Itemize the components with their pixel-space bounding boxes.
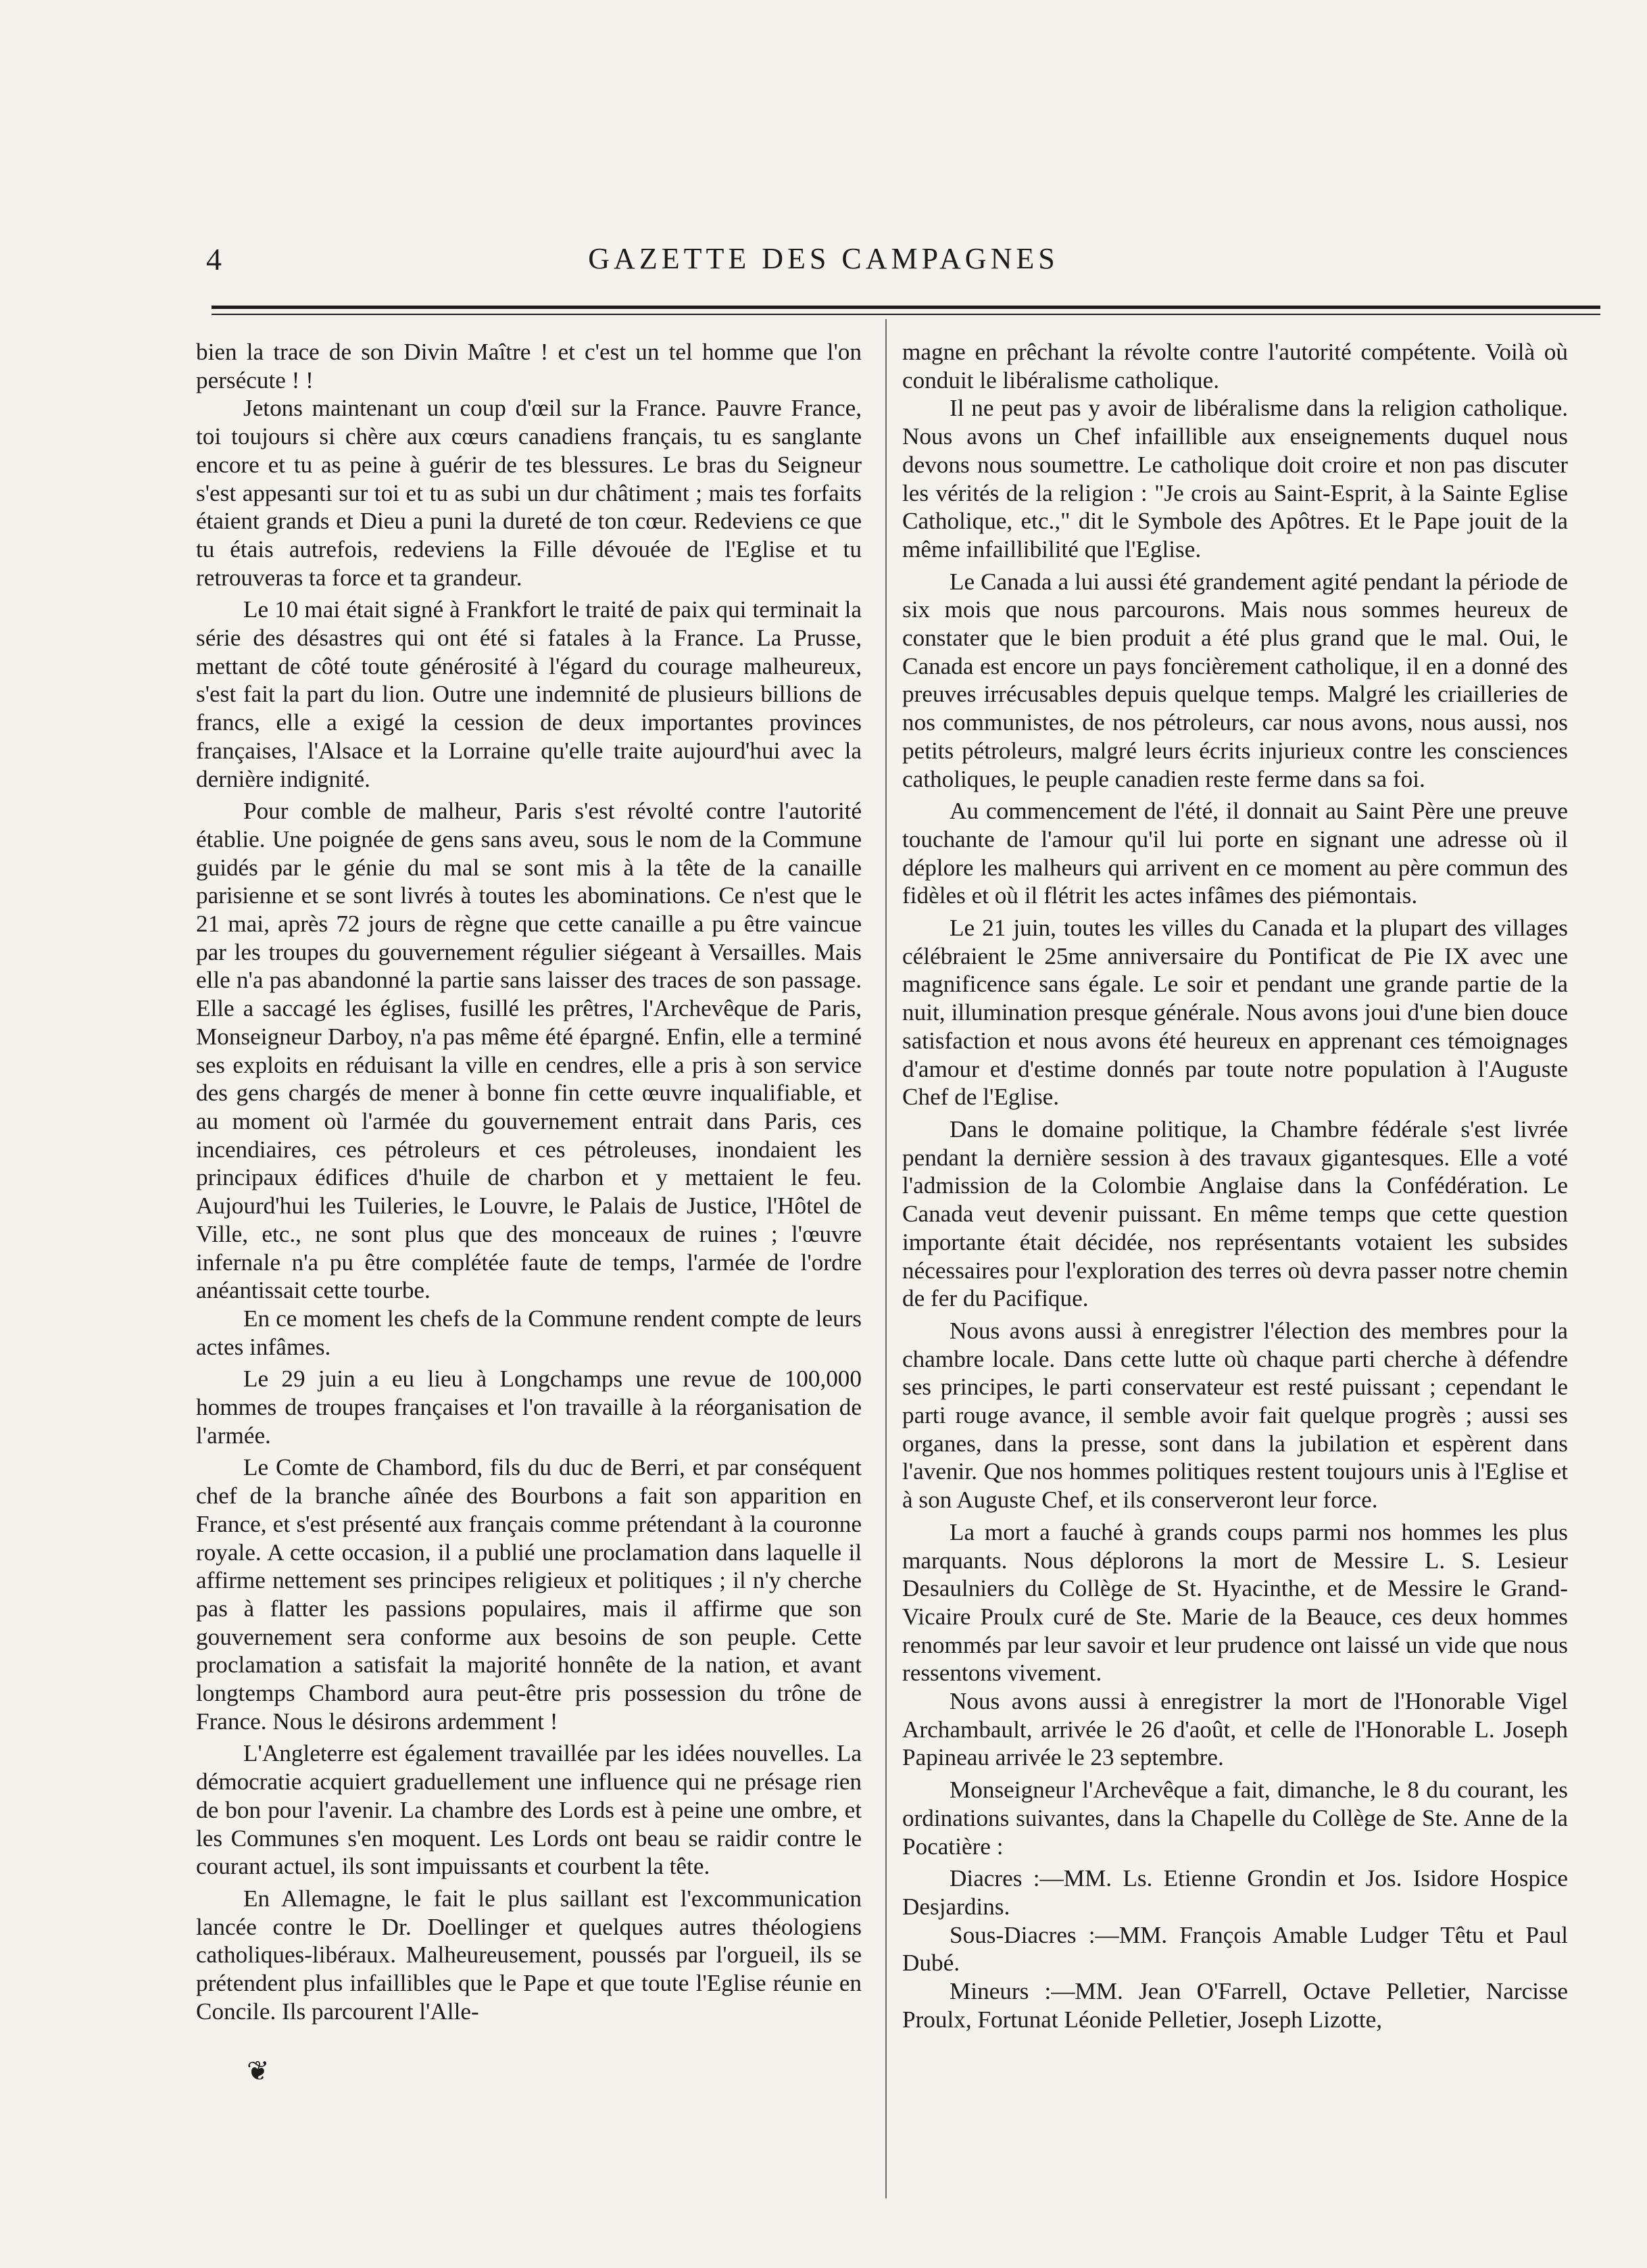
paragraph: Le 21 juin, toutes les villes du Canada et la plupart des villages célébraient le 25me anniversaire du Pontificat de Pie IX avec une magnificence sans égale. Le soir et pendant une grande partie de la nuit, illumination presque générale. Nous avons joui d'une bien douce satisfaction et nous avons été heureux en apprenant ces témoignages d'amour et d'estime donnés par toute notre population à l'Auguste Chef de l'Eglise. — [902, 915, 1568, 1111]
newspaper-title: GAZETTE DES CAMPAGNES — [588, 242, 1059, 275]
paragraph: bien la trace de son Divin Maître ! et c'est un tel homme que l'on persécute ! ! — [196, 339, 862, 393]
paragraph: Pour comble de malheur, Paris s'est révolté contre l'autorité établie. Une poignée de gens sans aveu, sous le nom de la Commune guidés par le génie du mal se sont mis à la tête de la canaille parisienne et se sont livrés à toutes les abominations. Ce n'est que le 21 mai, après 72 jours de règne que cette canaille a pu être vaincue par les troupes du gouvernement régulier siégeant à Versailles. Mais elle n'a pas abandonné la partie sans laisser des traces de son passage. Elle a saccagé les églises, fusillé les prêtres, l'Archevêque de Paris, Monseigneur Darboy, n'a pas même été épargné. Enfin, elle a terminé ses exploits en réduisant la ville en cendres, elle a pris à son service des gens chargés de mener à bonne fin cette œuvre inqualifiable, et au moment où l'armée du gouvernement entrait dans Paris, ces incendiaires, ces pétroleurs et ces pétroleuses, inondaient les principaux édifices d'huile de charbon et y mettaient le feu. Aujourd'hui les Tuileries, le Louvre, le Palais de Justice, l'Hôtel de Ville, etc., ne sont plus que des monceaux de ruines ; l'œuvre infernale n'a pu être complétée faute de temps, l'armée de l'ordre anéantissait cette tourbe. — [196, 798, 862, 1304]
ink-blot-decoration: ❦ — [247, 2056, 270, 2086]
ordination-minors: Mineurs :—MM. Jean O'Farrell, Octave Pelletier, Narcisse Proulx, Fortunat Léonide Pelletier, Joseph Lizotte, — [902, 1978, 1568, 2033]
paragraph: Le 10 mai était signé à Frankfort le traité de paix qui terminait la série des désastres qui ont été si fatales à la France. La Prusse, mettant de côté toute générosité à l'égard du courage malheureux, s'est fait la part du lion. Outre une indemnité de plusieurs billions de francs, elle a exigé la cession de deux importantes provinces françaises, l'Alsace et la Lorraine qu'elle traite aujourd'hui avec la dernière indignité. — [196, 596, 862, 792]
paragraph: Dans le domaine politique, la Chambre fédérale s'est livrée pendant la dernière session à des travaux gigantesques. Elle a voté l'admission de la Colombie Anglaise dans la Confédération. Le Canada veut devenir puissant. En même temps que cette question importante était décidée, nos représentants votaient les subsides nécessaires pour l'exploration des terres où devra passer notre chemin de fer du Pacifique. — [902, 1115, 1568, 1312]
paragraph: L'Angleterre est également travaillée par les idées nouvelles. La démocratie acquiert graduellement une influence qui ne présage rien de bon pour l'avenir. La chambre des Lords est à peine une ombre, et les Communes s'en moquent. Les Lords ont beau se raidir contre le courant actuel, ils sont impuissants et courbent la tête. — [196, 1740, 862, 1880]
paragraph: En ce moment les chefs de la Commune rendent compte de leurs actes infâmes. — [196, 1305, 862, 1360]
paragraph: La mort a fauché à grands coups parmi nos hommes les plus marquants. Nous déplorons la mort de Messire L. S. Lesieur Desaulniers du Collège de St. Hyacinthe, et de Messire le Grand-Vicaire Proulx curé de Ste. Marie de la Beauce, ces deux hommes renommés par leur savoir et leur prudence ont laissé un vide que nous ressentons vivement. — [902, 1518, 1568, 1687]
paragraph: Nous avons aussi à enregistrer la mort de l'Honorable Vigel Archambault, arrivée le 26 d'août, et celle de l'Honorable L. Joseph Papineau arrivée le 23 septembre. — [902, 1688, 1568, 1771]
paragraph: En Allemagne, le fait le plus saillant est l'excommunication lancée contre le Dr. Doellinger et quelques autres théologiens catholiques-libéraux. Malheureusement, poussés par l'orgueil, ils se prétendent plus infaillibles que le Pape et que toute l'Eglise réunie en Concile. Ils parcourent l'Alle- — [196, 1885, 862, 2025]
paragraph: Il ne peut pas y avoir de libéralisme dans la religion catholique. Nous avons un Chef infaillible aux enseignements duquel nous devons nous soumettre. Le catholique doit croire et non pas discuter les vérités de la religion : "Je crois au Saint-Esprit, à la Sainte Eglise Catholique, etc.," dit le Symbole des Apôtres. Et le Pape jouit de la même infaillibilité que l'Eglise. — [902, 395, 1568, 562]
paragraph: Monseigneur l'Archevêque a fait, dimanche, le 8 du courant, les ordinations suivantes, dans la Chapelle du Collège de Ste. Anne de la Pocatière : — [902, 1777, 1568, 1860]
paragraph: Au commencement de l'été, il donnait au Saint Père une preuve touchante de l'amour qu'il lui porte en signant une adresse où il déplore les malheurs qui arrivent en ce moment au père commun des fidèles et où il flétrit les actes infâmes des piémontais. — [902, 798, 1568, 909]
paragraph: Le Canada a lui aussi été grandement agité pendant la période de six mois que nous parcourons. Mais nous sommes heureux de constater que le bien produit a été plus grand que le mal. Oui, le Canada est encore un pays foncièrement catholique, il en a donné des preuves irrécusables depuis quelque temps. Malgré les criailleries de nos communistes, de nos pétroleurs, car nous avons, nous aussi, nos petits pétroleurs, malgré leurs écrits injurieux contre les consciences catholiques, le peuple canadien reste ferme dans sa foi. — [902, 568, 1568, 792]
header-rule-thin — [212, 314, 1600, 315]
column-divider — [885, 319, 887, 2198]
paragraph: Le Comte de Chambord, fils du duc de Berri, et par conséquent chef de la branche aînée des Bourbons a fait son apparition en France, et s'est présenté aux français comme prétendant à la couronne royale. A cette occasion, il a publié une proclamation dans laquelle il affirme nettement ses principes religieux et politiques ; il n'y cherche pas à flatter les passions populaires, mais il affirme que son gouvernement sera conforme aux besoins de son peuple. Cette proclamation a satisfait la majorité honnête de la nation, et avant longtemps Chambord aura peut-être pris possession du trône de France. Nous le désirons ardemment ! — [196, 1454, 862, 1735]
left-column — [196, 338, 862, 2025]
ordination-deacons: Diacres :—MM. Ls. Etienne Grondin et Jos. Isidore Hospice Desjardins. — [902, 1865, 1568, 1920]
paragraph: Le 29 juin a eu lieu à Longchamps une revue de 100,000 hommes de troupes françaises et l'on travaille à la réorganisation de l'armée. — [196, 1366, 862, 1449]
paragraph: Jetons maintenant un coup d'œil sur la France. Pauvre France, toi toujours si chère aux cœurs canadiens français, tu es sanglante encore et tu as peine à guérir de tes blessures. Le bras du Seigneur s'est appesanti sur toi et tu as subi un dur châtiment ; mais tes forfaits étaient grands et Dieu a puni la dureté de ton cœur. Redeviens ce que tu étais autrefois, redeviens la Fille dévouée de l'Eglise et tu retrouveras ta force et ta grandeur. — [196, 395, 862, 591]
header-rule-thick — [212, 306, 1600, 309]
ordination-subdeacons: Sous-Diacres :—MM. François Amable Ludger Têtu et Paul Dubé. — [902, 1921, 1568, 1977]
page-number: 4 — [206, 242, 222, 276]
right-column — [902, 338, 1568, 2033]
paragraph: Nous avons aussi à enregistrer l'élection des membres pour la chambre locale. Dans cette lutte où chaque parti cherche à défendre ses principes, le parti conservateur est resté puissant ; cependant le parti rouge avance, il semble avoir fait quelque progrès ; aussi ses organes, dans la presse, sont dans la jubilation et espèrent dans l'avenir. Que nos hommes politiques restent toujours unis à l'Eglise et à son Auguste Chef, et ils conserveront leur force. — [902, 1317, 1568, 1514]
paragraph: magne en prêchant la révolte contre l'autorité compétente. Voilà où conduit le libéralisme catholique. — [902, 339, 1568, 393]
